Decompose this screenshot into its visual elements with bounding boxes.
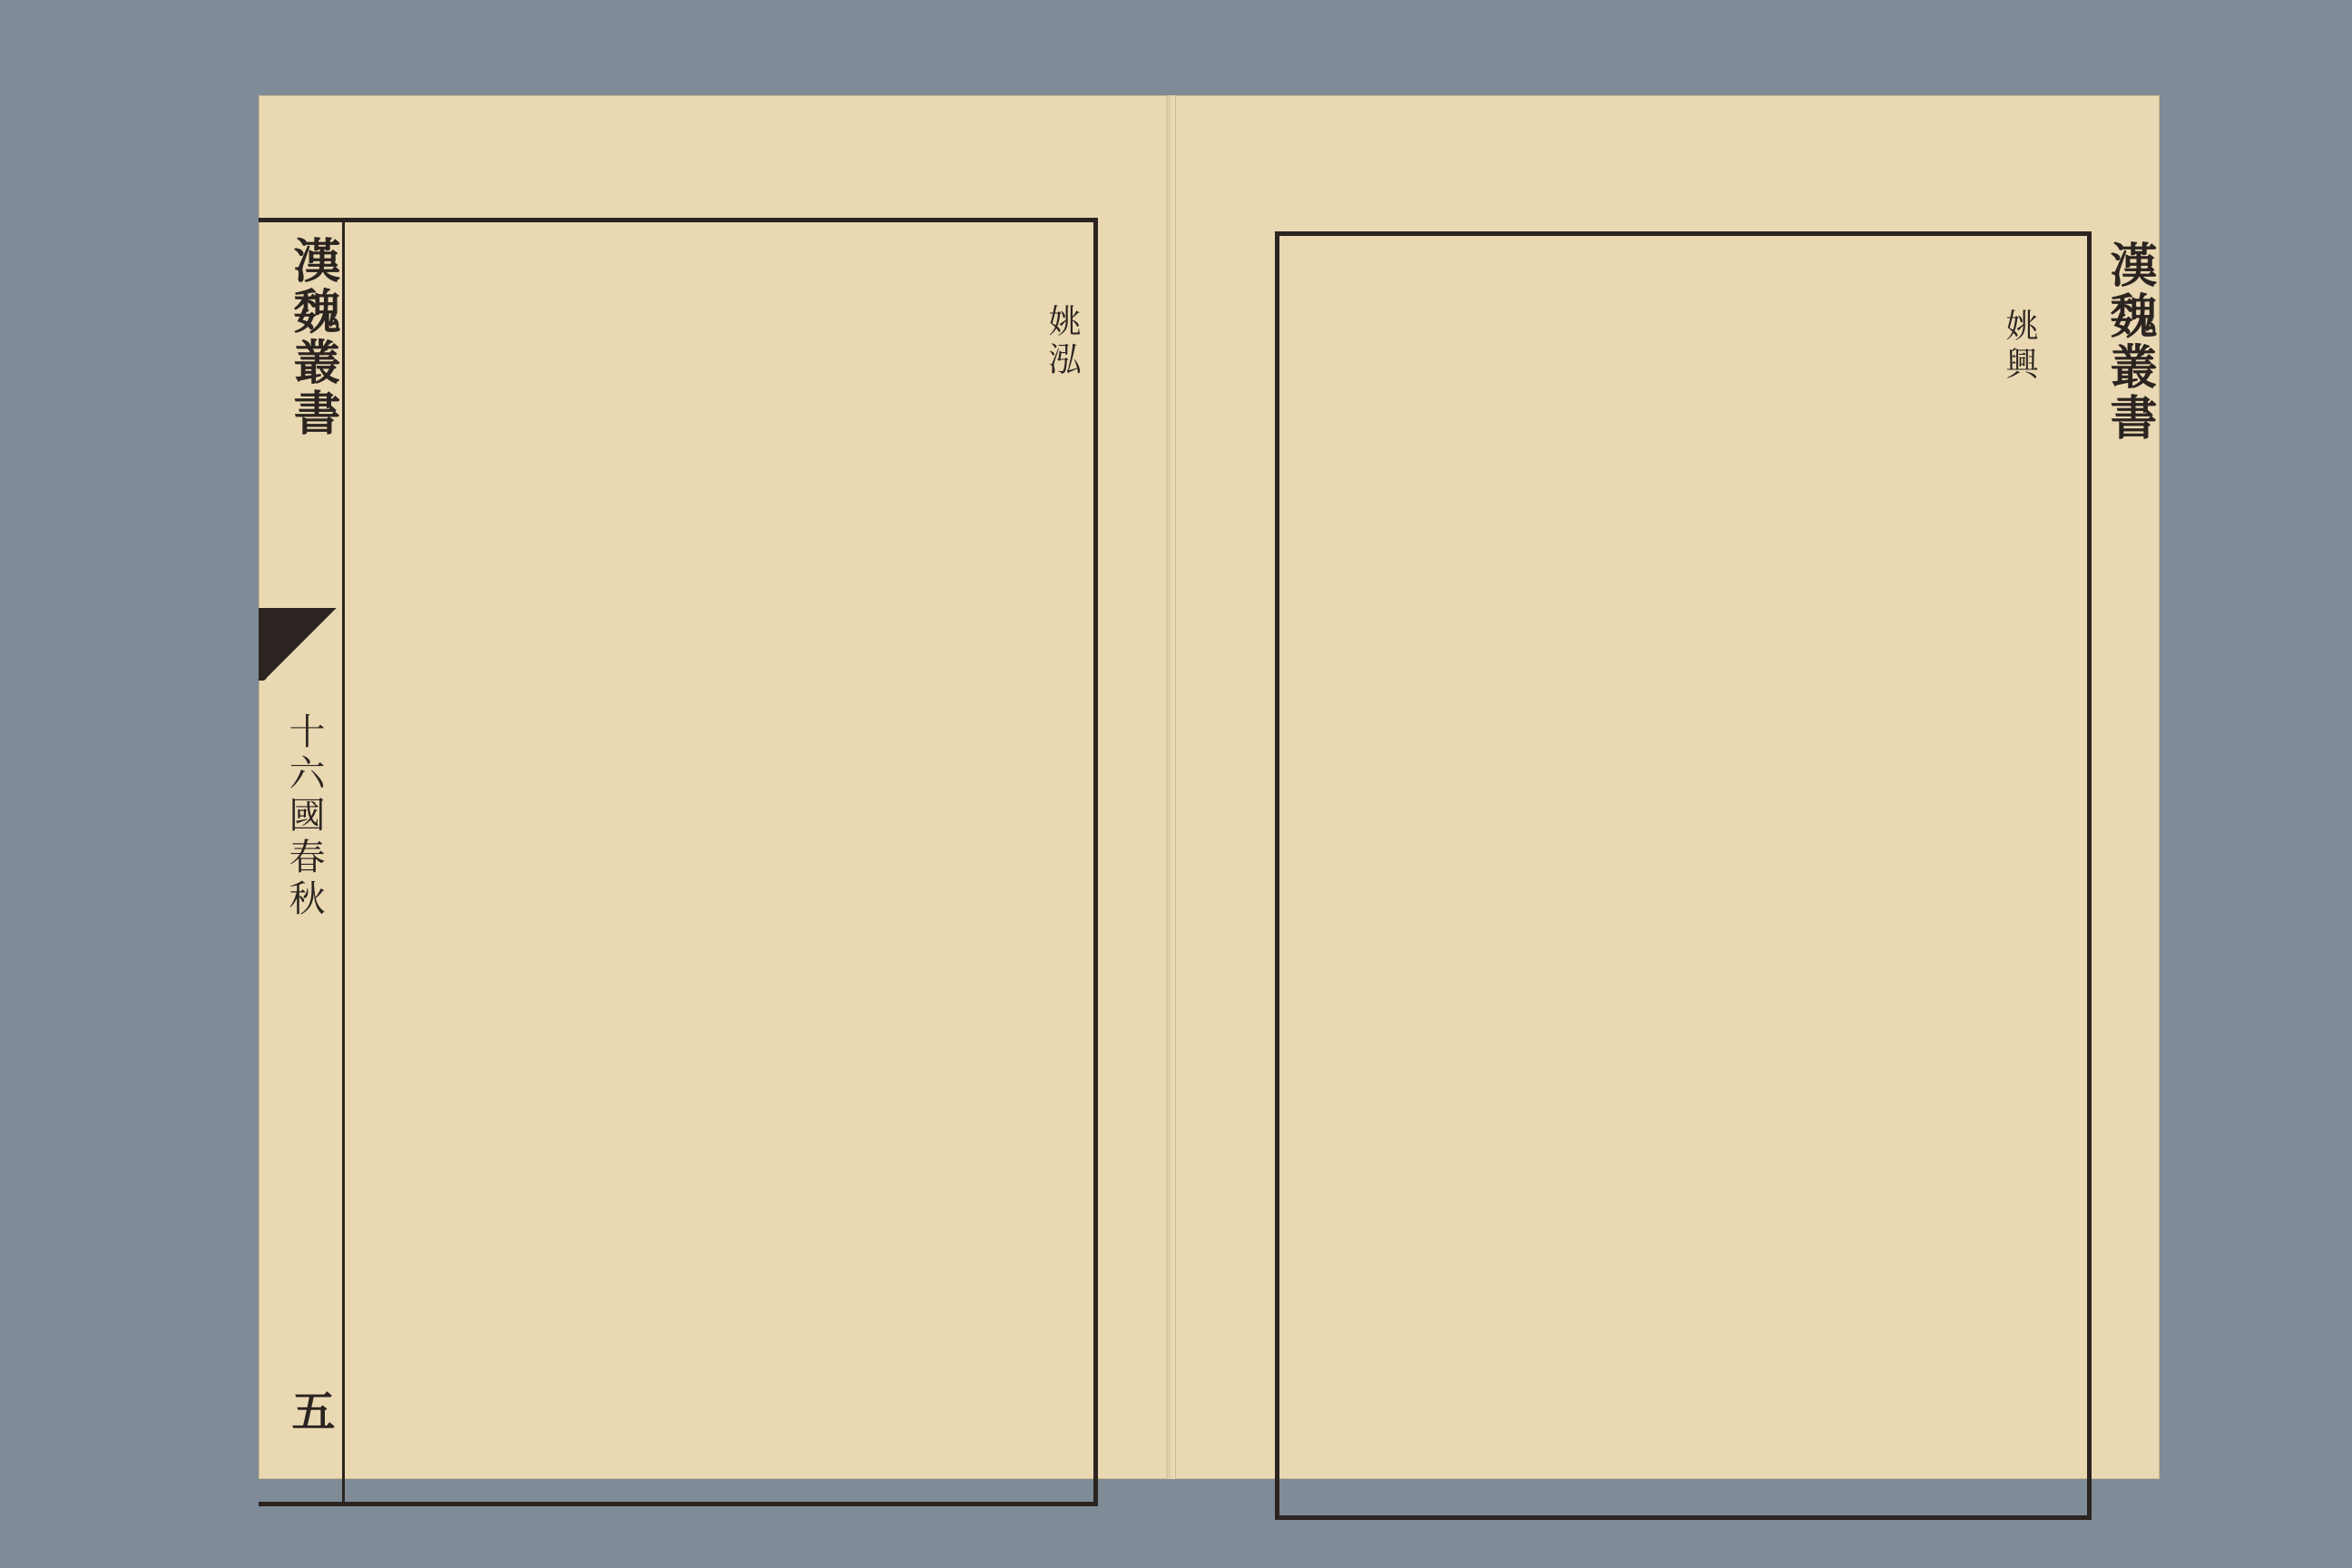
right-book-title: 漢魏叢書 (2102, 240, 2157, 444)
right-page (1175, 95, 2160, 1479)
book-title: 漢魏叢書 (285, 236, 340, 439)
left-body-text (354, 113, 1152, 1461)
section-label: 十六國春秋 (283, 712, 325, 921)
book-spread (259, 95, 2160, 1479)
right-body-text (1193, 113, 2141, 1461)
right-section-heading: 姚興 (2001, 309, 2038, 385)
fish-tail-mark (259, 608, 342, 681)
left-page (259, 95, 1172, 1479)
fold-column (259, 218, 345, 1506)
folio-number: 五 (284, 1388, 335, 1432)
left-section-heading: 姚泓 (1044, 304, 1081, 380)
